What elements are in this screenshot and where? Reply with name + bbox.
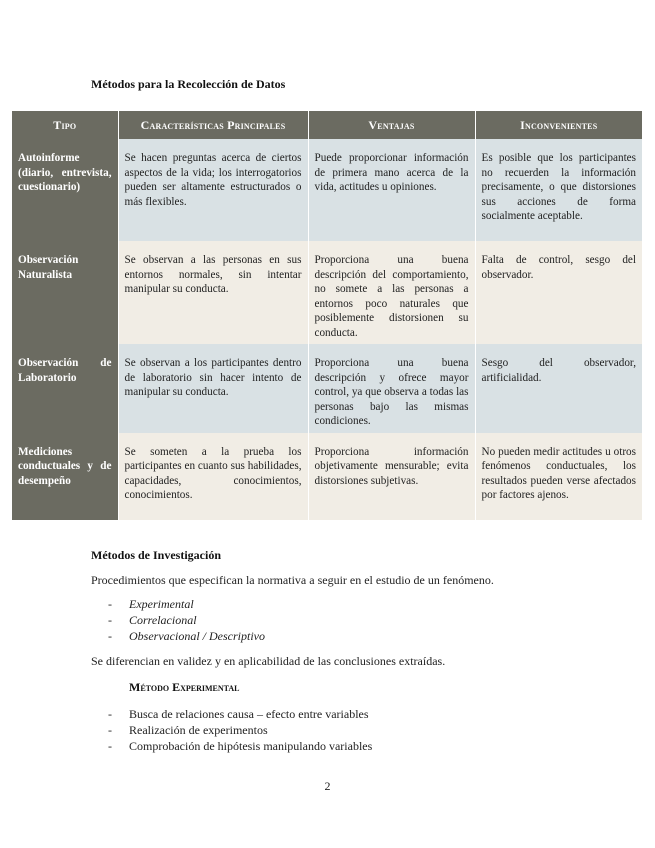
header-ventajas: Ventajas <box>308 111 475 139</box>
table-row <box>12 241 642 344</box>
dash-bullet: - <box>108 739 112 753</box>
cell-inconvenientes: Sesgo del observador, artificialidad. <box>475 344 642 433</box>
cell-ventajas: Proporciona una buena descripción y ofrece mayor control, ya que observa a todas las personas bajo las mismas condiciones. <box>308 344 475 433</box>
cell-tipo: Observación de Laboratorio <box>12 344 118 433</box>
experimental-list <box>108 706 372 754</box>
list-item-text: Experimental <box>129 597 194 611</box>
research-types-list <box>108 596 265 644</box>
cell-ventajas: Proporciona información objetivamente mensurable; evita distorsiones subjetivas. <box>308 433 475 520</box>
difference-paragraph: Se diferencian en validez y en aplicabilidad de las conclusiones extraídas. <box>91 654 446 668</box>
cell-caracteristicas: Se observan a las personas en sus entornos normales, sin intentar manipular su conducta. <box>118 241 308 344</box>
dash-bullet: - <box>108 723 112 737</box>
cell-caracteristicas: Se someten a la prueba los participantes en cuanto sus habilidades, capacidades, conocimientos, conocimientos. <box>118 433 308 520</box>
list-item <box>108 738 372 754</box>
cell-tipo: Mediciones conductuales y de desempeño <box>12 433 118 520</box>
cell-inconvenientes: Es posible que los participantes no recuerden la información precisamente, o que distorsiones sus acciones de forma socialmente aceptable. <box>475 139 642 241</box>
section-heading-experimental: Método Experimental <box>129 680 240 694</box>
dash-bullet: - <box>108 597 112 611</box>
list-item-text: Observacional / Descriptivo <box>129 629 265 643</box>
cell-inconvenientes: Falta de control, sesgo del observador. <box>475 241 642 344</box>
dash-bullet: - <box>108 707 112 721</box>
dash-bullet: - <box>108 629 112 643</box>
header-caracteristicas: Características Principales <box>118 111 308 139</box>
intro-paragraph: Procedimientos que especifican la normativa a seguir en el estudio de un fenómeno. <box>91 573 494 587</box>
list-item <box>108 612 265 628</box>
list-item <box>108 722 372 738</box>
table-row <box>12 139 642 241</box>
dash-bullet: - <box>108 613 112 627</box>
list-item-text: Busca de relaciones causa – efecto entre variables <box>129 707 369 721</box>
cell-caracteristicas: Se observan a los participantes dentro de laboratorio sin hacer intento de manipular su conducta. <box>118 344 308 433</box>
list-item <box>108 596 265 612</box>
section-heading-investigacion: Métodos de Investigación <box>91 548 221 562</box>
data-collection-table <box>12 111 642 520</box>
header-tipo: Tipo <box>12 111 118 139</box>
cell-tipo: Autoinforme (diario, entrevista, cuestionario) <box>12 139 118 241</box>
list-item-text: Comprobación de hipótesis manipulando variables <box>129 739 373 753</box>
header-inconvenientes: Inconvenientes <box>475 111 642 139</box>
table-row <box>12 433 642 520</box>
table-row <box>12 344 642 433</box>
list-item <box>108 706 372 722</box>
cell-tipo: Observación Naturalista <box>12 241 118 344</box>
list-item-text: Realización de experimentos <box>129 723 268 737</box>
list-item <box>108 628 265 644</box>
cell-ventajas: Proporciona una buena descripción del comportamiento, no somete a las personas a entornos poco naturales que posiblemente distorsionen su conducta. <box>308 241 475 344</box>
list-item-text: Correlacional <box>129 613 197 627</box>
table-header-row <box>12 111 642 139</box>
cell-inconvenientes: No pueden medir actitudes u otros fenómenos conductuales, los resultados pueden verse afectados por factores ajenos. <box>475 433 642 520</box>
page-title: Métodos para la Recolección de Datos <box>91 77 286 91</box>
cell-caracteristicas: Se hacen preguntas acerca de ciertos aspectos de la vida; los interrogatorios pueden ser altamente estructurados o más flexibles. <box>118 139 308 241</box>
page-number: 2 <box>324 779 331 793</box>
cell-ventajas: Puede proporcionar información de primera mano acerca de la vida, actitudes u opiniones. <box>308 139 475 241</box>
